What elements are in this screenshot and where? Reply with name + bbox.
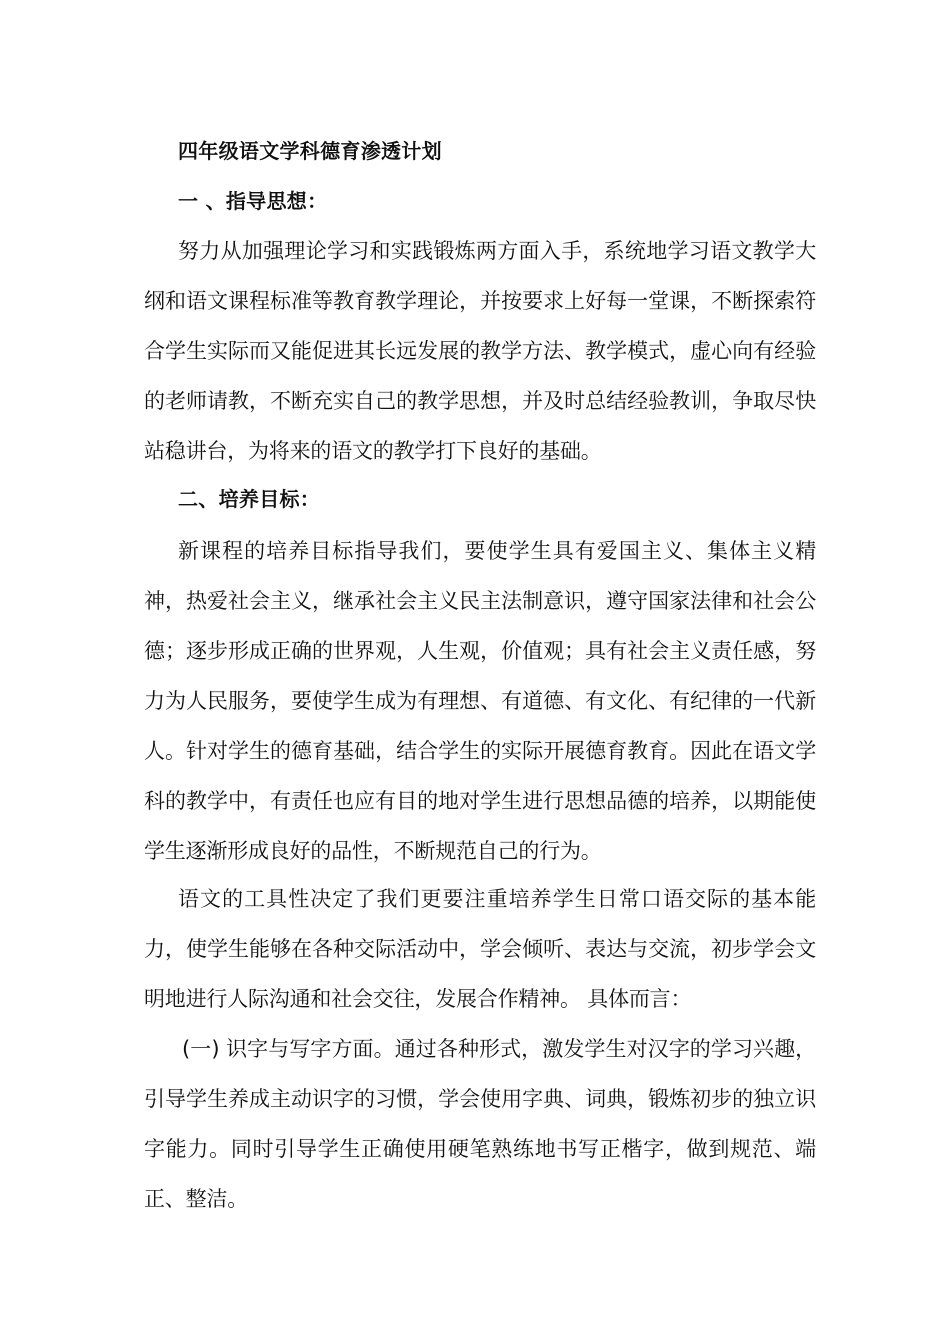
section-heading-training-goals: 二、培养目标： bbox=[178, 487, 321, 511]
paragraph-literacy-writing: (一) 识字与写字方面。通过各种形式，激发学生对汉字的学习兴趣，引导学生养成主动识字的习惯，学会使用字典、词典，锻炼初步的独立识字能力。同时引导学生正确使用硬笔熟练地书写正楷字，做到规范、端正、整洁。 bbox=[144, 1037, 816, 1211]
paragraph-guiding-ideology: 努力从加强理论学习和实践锻炼两方面入手，系统地学习语文教学大纲和语文课程标准等教育教学理论，并按要求上好每一堂课，不断探索符合学生实际而又能促进其长远发展的教学方法、教学模式，虚心向有经验的老师请教，不断充实自己的教学思想，并及时总结经验教训，争取尽快站稳讲台，为将来的语文的教学打下良好的基础。 bbox=[144, 239, 816, 463]
section-heading-guiding-ideology: 一 、指导思想： bbox=[178, 189, 328, 213]
paragraph-language-tool: 语文的工具性决定了我们更要注重培养学生日常口语交际的基本能力，使学生能够在各种交际活动中，学会倾听、表达与交流，初步学会文明地进行人际沟通和社会交往，发展合作精神。 具体而言： bbox=[144, 887, 816, 1011]
paragraph-training-goals: 新课程的培养目标指导我们，要使学生具有爱国主义、集体主义精神，热爱社会主义，继承社会主义民主法制意识，遵守国家法律和社会公德；逐步形成正确的世界观，人生观，价值观；具有社会主义责任感，努力为人民服务，要使学生成为有理想、有道德、有文化、有纪律的一代新人。针对学生的德育基础，结合学生的实际开展德育教育。因此在语文学科的教学中，有责任也应有目的地对学生进行思想品德的培养，以期能使学生逐渐形成良好的品性，不断规范自己的行为。 bbox=[144, 539, 816, 863]
document-title: 四年级语文学科德育渗透计划 bbox=[178, 139, 442, 163]
